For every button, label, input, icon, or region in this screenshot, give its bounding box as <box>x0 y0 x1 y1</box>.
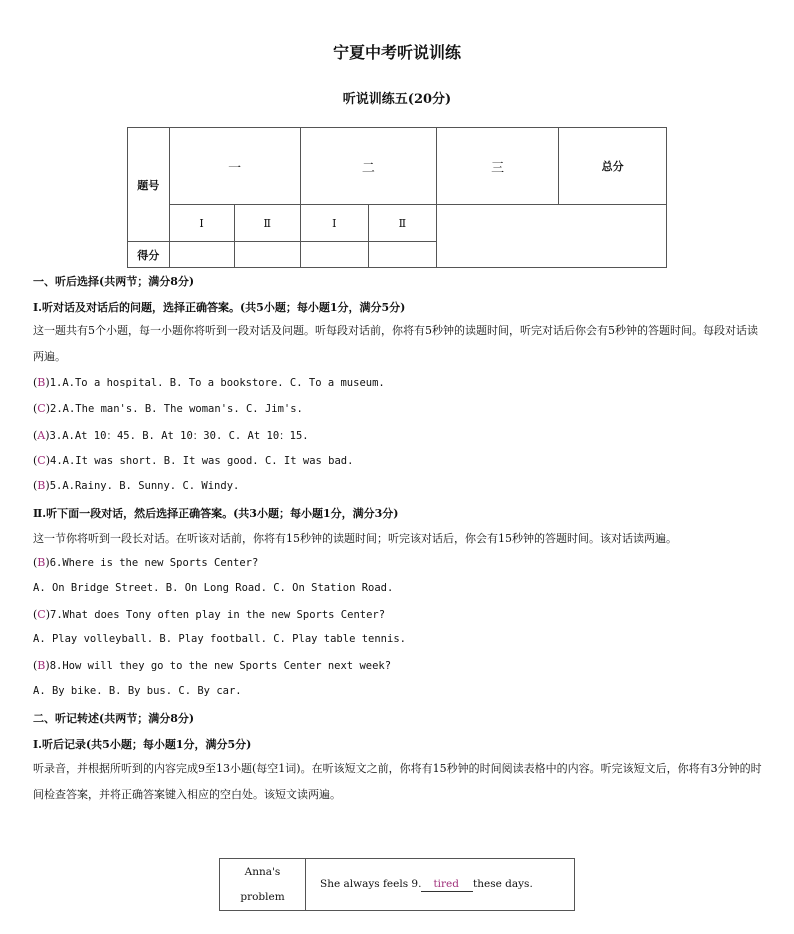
question-item: (A)3.A.At 10：45. B. At 10：30. C. At 10：15. <box>33 429 309 442</box>
question-text: 4.A.It was short. B. It was good. C. It was bad. <box>50 455 354 467</box>
col-header-part-three: 三 <box>436 128 558 205</box>
answer-letter: B <box>37 376 46 389</box>
row-header-question-number: 题号 <box>128 128 170 242</box>
score-cell[interactable] <box>234 242 300 268</box>
question-item: (B)8.How will they go to the new Sports Center next week? <box>33 659 392 672</box>
part-instructions: 听录音，并根据所听到的内容完成9至13小题(每空1词)。在听该短文之前，你将有15秒钟的时间阅读表格中的内容。听完该短文后，你将有3分钟的时间检查答案，并将正确答案键入相应的空白处。该短文读两遍。 <box>33 762 762 801</box>
answer-letter: B <box>37 479 46 492</box>
notes-sentence-end: these days. <box>473 878 533 890</box>
question-item: (C)7.What does Tony often play in the new Sports Center? <box>33 608 386 621</box>
sub-header: Ⅱ <box>368 205 436 242</box>
question-text: 8.How will they go to the new Sports Center next week? <box>49 660 392 672</box>
answer-letter: C <box>37 402 46 415</box>
sub-header: Ⅰ <box>300 205 368 242</box>
answer-letter: B <box>37 659 46 672</box>
part-heading: Ⅰ.听对话及对话后的问题，选择正确答案。(共5小题；每小题1分，满分5分) <box>33 301 406 314</box>
col-header-total: 总分 <box>559 128 667 205</box>
part-instructions: 这一节你将听到一段长对话。在听该对话前，你将有15秒钟的读题时间；听完该对话后，你会有15秒钟的答题时间。该对话读两遍。 <box>33 532 677 545</box>
question-item: (B)5.A.Rainy. B. Sunny. C. Windy. <box>33 479 240 492</box>
part-instructions: 这一题共有5个小题，每一小题你将听到一段对话及问题。听每段对话前，你将有5秒钟的读题时间，听完对话后你会有5秒钟的答题时间。每段对话读两遍。 <box>33 324 758 363</box>
notes-label: Anna's <box>244 865 281 878</box>
notes-content-cell <box>306 859 575 911</box>
question-item: (C)4.A.It was short. B. It was good. C. It was bad. <box>33 454 354 467</box>
notes-table <box>219 858 575 911</box>
score-table <box>127 127 667 268</box>
question-text: 6.Where is the new Sports Center? <box>49 557 259 569</box>
notes-label-cell <box>220 859 306 911</box>
score-cell[interactable] <box>300 242 368 268</box>
score-cell[interactable] <box>169 242 234 268</box>
question-item: (C)2.A.The man's. B. The woman's. C. Jim's. <box>33 402 303 415</box>
question-item: (B)1.A.To a hospital. B. To a bookstore. C. To a museum. <box>33 376 385 389</box>
question-options: A. Play volleyball. B. Play football. C. Play table tennis. <box>33 633 406 645</box>
page-subtitle: 听说训练五(20分) <box>342 92 452 107</box>
answer-letter: C <box>37 608 46 621</box>
question-text: 7.What does Tony often play in the new Sports Center? <box>50 609 386 621</box>
answer-letter: A <box>37 429 46 442</box>
question-text: 3.A.At 10：45. B. At 10：30. C. At 10：15. <box>49 430 309 442</box>
question-text: 2.A.The man's. B. The woman's. C. Jim's. <box>50 403 303 415</box>
notes-sentence-start: She always feels 9. <box>320 878 422 890</box>
col-header-part-one: 一 <box>169 128 300 205</box>
question-text: 1.A.To a hospital. B. To a bookstore. C. To a museum. <box>49 377 385 389</box>
question-options: A. By bike. B. By bus. C. By car. <box>33 685 242 697</box>
section-heading: 二、听记转述(共两节；满分8分) <box>33 712 195 725</box>
answer-blank[interactable]: tired <box>421 877 473 892</box>
row-header-score: 得分 <box>128 242 170 268</box>
answer-letter: B <box>37 556 46 569</box>
section-heading: 一、听后选择(共两节；满分8分) <box>33 275 195 288</box>
question-item: (B)6.Where is the new Sports Center? <box>33 556 259 569</box>
score-cell-merged <box>436 205 666 268</box>
page-title: 宁夏中考听说训练 <box>332 43 461 62</box>
col-header-part-two: 二 <box>300 128 436 205</box>
question-text: 5.A.Rainy. B. Sunny. C. Windy. <box>49 480 240 492</box>
part-heading: Ⅰ.听后记录(共5小题；每小题1分，满分5分) <box>33 738 252 751</box>
notes-label: problem <box>240 890 285 903</box>
answer-letter: C <box>37 454 46 467</box>
question-options: A. On Bridge Street. B. On Long Road. C. On Station Road. <box>33 582 394 594</box>
sub-header: Ⅱ <box>234 205 300 242</box>
part-heading: Ⅱ.听下面一段对话，然后选择正确答案。(共3小题；每小题1分，满分3分) <box>33 507 399 520</box>
sub-header: Ⅰ <box>169 205 234 242</box>
score-cell[interactable] <box>368 242 436 268</box>
